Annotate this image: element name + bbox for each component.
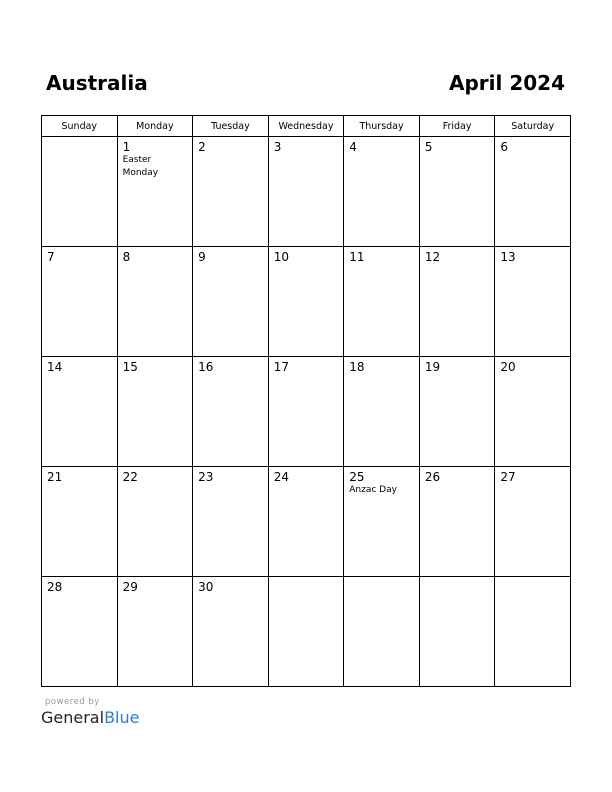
day-cell — [268, 467, 344, 577]
day-number: 1 — [122, 140, 131, 154]
weekday-header: Monday — [117, 116, 193, 137]
day-number: 28 — [47, 580, 63, 594]
day-number: 25 — [349, 470, 365, 484]
day-cell — [268, 357, 344, 467]
day-cell — [419, 577, 495, 687]
day-cell — [344, 247, 420, 357]
day-number: 8 — [122, 250, 131, 264]
calendar-body — [42, 137, 571, 687]
weekday-header: Tuesday — [193, 116, 269, 137]
day-cell — [495, 137, 571, 247]
day-cell — [117, 467, 193, 577]
day-cell — [495, 357, 571, 467]
day-number: 6 — [500, 140, 509, 154]
day-cell — [344, 577, 420, 687]
day-cell — [193, 467, 269, 577]
day-cell — [193, 357, 269, 467]
day-cell — [495, 467, 571, 577]
day-cell — [42, 467, 118, 577]
day-cell — [268, 137, 344, 247]
day-number: 12 — [424, 250, 441, 264]
month-year-title: April 2024 — [449, 71, 565, 95]
day-number: 5 — [424, 140, 433, 154]
day-number: 3 — [273, 140, 282, 154]
day-number: 22 — [122, 470, 138, 484]
day-number: 9 — [198, 250, 206, 264]
day-cell — [42, 137, 118, 247]
week-row — [42, 467, 571, 577]
day-number: 14 — [47, 360, 63, 374]
day-cell — [268, 577, 344, 687]
day-cell — [419, 357, 495, 467]
day-cell — [117, 577, 193, 687]
day-number: 30 — [198, 580, 214, 594]
day-number: 18 — [349, 360, 365, 374]
week-row — [42, 137, 571, 247]
week-row — [42, 577, 571, 687]
day-cell — [193, 137, 269, 247]
brand-general: General — [41, 708, 105, 727]
day-number: 10 — [273, 250, 289, 264]
weekday-header: Sunday — [42, 116, 118, 137]
week-row — [42, 357, 571, 467]
calendar-grid — [41, 115, 571, 687]
day-number: 29 — [122, 580, 138, 594]
day-number: 13 — [500, 250, 516, 264]
day-number: 27 — [500, 470, 516, 484]
day-cell — [42, 357, 118, 467]
generalblue-logo — [41, 708, 139, 727]
day-cell — [495, 577, 571, 687]
day-number: 11 — [349, 250, 365, 264]
day-number: 23 — [198, 470, 214, 484]
day-number: 20 — [500, 360, 516, 374]
day-number: 17 — [273, 360, 289, 374]
day-number: 26 — [424, 470, 441, 484]
day-cell — [42, 577, 118, 687]
holiday-label: Easter Monday — [122, 155, 159, 178]
country-title: Australia — [46, 71, 148, 95]
day-number: 21 — [47, 470, 63, 484]
day-number: 19 — [424, 360, 441, 374]
day-cell — [117, 357, 193, 467]
day-cell — [193, 577, 269, 687]
day-cell — [268, 247, 344, 357]
day-cell — [193, 247, 269, 357]
weekday-header-row — [42, 116, 571, 137]
powered-by-label: powered by — [45, 697, 100, 707]
day-cell — [42, 247, 118, 357]
weekday-header: Saturday — [495, 116, 571, 137]
day-cell — [117, 137, 193, 247]
day-cell — [117, 247, 193, 357]
brand-blue: Blue — [104, 708, 140, 727]
day-cell — [495, 247, 571, 357]
holiday-label: Anzac Day — [349, 485, 397, 495]
day-cell — [344, 467, 420, 577]
weekday-header: Thursday — [344, 116, 420, 137]
day-number: 7 — [47, 250, 55, 264]
weekday-header: Wednesday — [268, 116, 344, 137]
day-number: 16 — [198, 360, 214, 374]
day-cell — [419, 247, 495, 357]
day-cell — [344, 137, 420, 247]
day-cell — [419, 467, 495, 577]
week-row — [42, 247, 571, 357]
day-cell — [344, 357, 420, 467]
day-number: 2 — [198, 140, 206, 154]
day-number: 4 — [349, 140, 357, 154]
weekday-header: Friday — [419, 116, 495, 137]
day-number: 24 — [273, 470, 289, 484]
day-cell — [419, 137, 495, 247]
day-number: 15 — [122, 360, 138, 374]
